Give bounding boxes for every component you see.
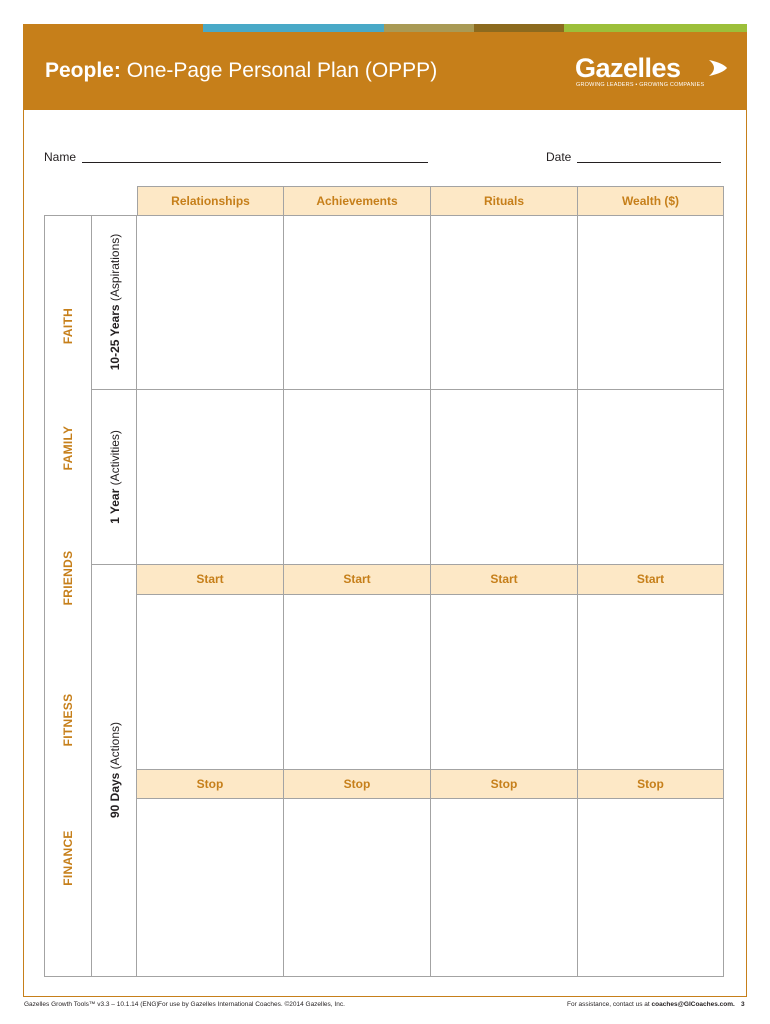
footer-email-link[interactable]: coaches@GICoaches.com.	[651, 1001, 735, 1008]
cell-activities-relationships[interactable]	[136, 389, 284, 565]
cell-start-achievements[interactable]	[283, 594, 431, 770]
footer-page-number: 3	[741, 1001, 745, 1008]
swoosh-icon	[707, 57, 729, 79]
cell-stop-relationships[interactable]	[136, 798, 284, 977]
period-label-aspirations: 10-25 Years (Aspirations)	[108, 233, 122, 371]
stop-header-wealth: Stop	[577, 769, 724, 799]
footer-usage: For use by Gazelles International Coaches. ©2014 Gazelles, Inc.	[158, 1001, 345, 1008]
footer-version: Gazelles Growth Tools™ v3.3 – 10.1.14 (ENG)	[24, 1001, 159, 1008]
name-label: Name	[44, 150, 77, 164]
category-faith: FAITH	[61, 307, 75, 345]
period-label-activities: 1 Year (Activities)	[108, 430, 122, 524]
top-strip-1	[23, 24, 203, 32]
column-header-relationships: Relationships	[137, 186, 284, 216]
top-strip-4	[474, 24, 564, 32]
page-title: People: One-Page Personal Plan (OPPP)	[45, 59, 438, 82]
name-line[interactable]	[82, 162, 428, 163]
date-field[interactable]	[546, 150, 721, 164]
cell-aspirations-rituals[interactable]	[430, 215, 578, 390]
top-strip-5	[564, 24, 747, 32]
cell-aspirations-achievements[interactable]	[283, 215, 431, 390]
cell-start-relationships[interactable]	[136, 594, 284, 770]
category-finance: FINANCE	[61, 830, 75, 886]
category-friends: FRIENDS	[61, 550, 75, 606]
cell-start-wealth[interactable]	[577, 594, 724, 770]
start-header-achievements: Start	[283, 564, 431, 595]
cell-activities-achievements[interactable]	[283, 389, 431, 565]
logo-tagline: GROWING LEADERS • GROWING COMPANIES	[576, 82, 705, 88]
category-family: FAMILY	[61, 425, 75, 471]
gazelles-logo	[575, 53, 735, 93]
cell-activities-wealth[interactable]	[577, 389, 724, 565]
footer-contact-text: For assistance, contact us at	[567, 1001, 650, 1008]
start-header-relationships: Start	[136, 564, 284, 595]
cell-activities-rituals[interactable]	[430, 389, 578, 565]
top-strip-2	[203, 24, 384, 32]
column-header-rituals: Rituals	[430, 186, 578, 216]
footer-contact	[567, 1001, 735, 1008]
cell-stop-achievements[interactable]	[283, 798, 431, 977]
date-line[interactable]	[577, 162, 721, 163]
category-fitness: FITNESS	[61, 693, 75, 747]
name-field[interactable]	[44, 150, 428, 164]
header-bar	[23, 32, 747, 110]
logo-wordmark: Gazelles	[575, 53, 681, 83]
cell-stop-wealth[interactable]	[577, 798, 724, 977]
cell-stop-rituals[interactable]	[430, 798, 578, 977]
date-label: Date	[546, 150, 572, 164]
cell-start-rituals[interactable]	[430, 594, 578, 770]
start-header-wealth: Start	[577, 564, 724, 595]
start-header-rituals: Start	[430, 564, 578, 595]
stop-header-rituals: Stop	[430, 769, 578, 799]
cell-aspirations-relationships[interactable]	[136, 215, 284, 390]
top-strip-3	[384, 24, 474, 32]
period-label-actions: 90 Days (Actions)	[108, 721, 122, 819]
column-header-wealth: Wealth ($)	[577, 186, 724, 216]
column-header-achievements: Achievements	[283, 186, 431, 216]
stop-header-achievements: Stop	[283, 769, 431, 799]
stop-header-relationships: Stop	[136, 769, 284, 799]
cell-aspirations-wealth[interactable]	[577, 215, 724, 390]
